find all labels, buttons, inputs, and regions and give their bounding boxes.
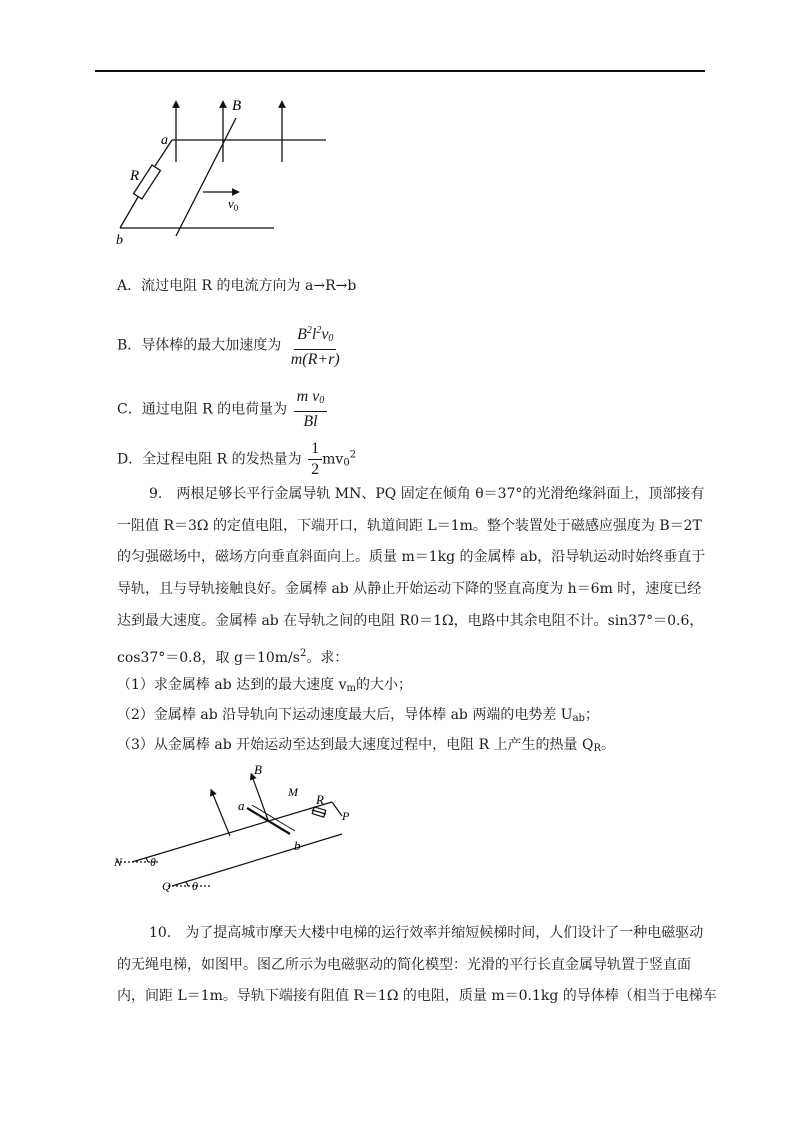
label-B2: B — [254, 762, 262, 777]
option-c-fraction: $\frac{m v_0}{Bl}$ — [294, 388, 328, 431]
rail-MN — [132, 802, 332, 862]
angle-arc-2 — [186, 882, 188, 886]
q9-subquestion-1: （1）求金属棒 ab 达到的最大速度 $v_m$的大小； — [117, 677, 412, 694]
label-theta2: θ — [192, 879, 198, 892]
field-arrow-left — [212, 792, 230, 836]
q9-subquestion-2: （2）金属棒 ab 沿导轨向下运动速度最大后，导体棒 ab 两端的电势差 $U_{ab}$； — [117, 707, 599, 724]
header-rule — [95, 70, 705, 72]
q10-line-2: 的无绳电梯，如图甲。图乙所示为电磁驱动的简化模型：光滑的平行长直金属导轨置于竖直面 — [117, 956, 691, 973]
figure-inclined-rails — [112, 762, 372, 892]
option-c — [117, 388, 327, 431]
q9-line-5: 达到最大速度。金属棒 ab 在导轨之间的电阻 R0＝1Ω，电路中其余电阻不计。sin37°＝0.6， — [117, 612, 704, 629]
q9-subquestion-3: （3）从金属棒 ab 开始运动至达到最大速度过程中，电阻 R 上产生的热量 $Q_R$。 — [117, 737, 616, 754]
option-d: D．全过程电阻 R 的发热量为 $\frac{1}{2}$ $mv_0^2$ — [117, 440, 357, 478]
label-N: N — [114, 855, 123, 869]
q9-line-3: 的匀强磁场中，磁场方向垂直斜面向上。质量 m＝1kg 的金属棒 ab，沿导轨运动时始终垂直于 — [117, 549, 706, 566]
figure-rail-circuit — [108, 92, 338, 252]
q9-line-4: 导轨，且与导轨接触良好。金属棒 ab 从静止开始运动下降的竖直高度为 h＝6m 时，速度已经 — [117, 581, 702, 598]
angle-arc-1 — [146, 858, 148, 862]
label-R2: R — [316, 792, 324, 807]
label-theta1: θ — [150, 855, 156, 869]
rod-ab-2 — [252, 805, 295, 831]
label-b: b — [116, 233, 123, 248]
label-v0: $v_0$ — [228, 196, 239, 213]
question-9 — [117, 479, 707, 674]
option-c-text: C．通过电阻 R 的电荷量为 — [117, 401, 288, 418]
option-d-fraction: $\frac{1}{2}$ — [308, 440, 322, 479]
label-R: R — [130, 168, 140, 184]
label-b2: b — [294, 838, 301, 853]
label-B: B — [232, 98, 242, 114]
label-P: P — [342, 809, 350, 823]
q10-line-1: 10. 为了提高城市摩天大楼中电梯的运行效率并缩短候梯时间，人们设计了一种电磁驱动 — [149, 925, 704, 941]
option-b-text: B．导体棒的最大加速度为 — [117, 337, 282, 354]
q9-line-1: 9. 两根足够长平行金属导轨 MN、PQ 固定在倾角 θ＝37°的光滑绝缘斜面上，顶部接有 — [149, 486, 705, 502]
option-b — [117, 322, 343, 369]
label-a2: a — [238, 798, 245, 813]
left-wire-lower — [120, 197, 138, 228]
label-M: M — [288, 785, 298, 799]
resistor-lead — [312, 810, 326, 814]
option-a — [117, 276, 356, 296]
conductor-rod — [176, 118, 236, 236]
question-10 — [117, 918, 717, 1013]
q9-line-2: 一阻值 R＝3Ω 的定值电阻，下端开口，轨道间距 L＝1m。整个装置处于磁感应强度为 B＝2T — [117, 517, 702, 534]
option-d-text: D．全过程电阻 R 的发热量为 — [117, 451, 302, 468]
q10-line-3: 内，间距 L＝1m。导轨下端接有阻值 R＝1Ω 的电阻，质量 m＝0.1kg 的导体棒（相当于电梯车 — [117, 988, 717, 1005]
label-a: a — [161, 133, 168, 148]
option-b-fraction: $\frac{B^2l^2v_0}{m(R+r)}$ — [288, 322, 343, 369]
label-Q: Q — [162, 879, 171, 892]
q9-line-6: cos37°＝0.8，取 $g=10m/s^2$。求： — [117, 647, 349, 666]
rod-ab-1 — [247, 808, 290, 834]
option-a-text: A．流过电阻 R 的电流方向为 a→R→b — [117, 278, 357, 294]
top-connector — [332, 802, 342, 816]
